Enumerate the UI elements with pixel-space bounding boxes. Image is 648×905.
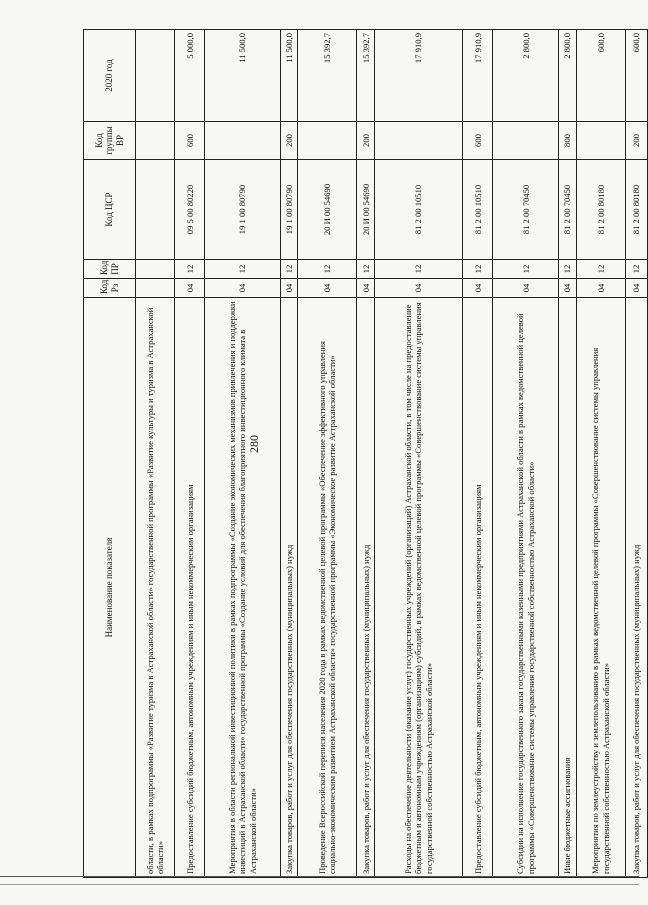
- table-row: [625, 30, 647, 878]
- cell-pr: 12: [298, 260, 357, 279]
- table-row: [298, 30, 357, 878]
- cell-name: Иные бюджетные ассигнования: [559, 298, 576, 878]
- cell-amount: 17 910,9: [374, 30, 463, 122]
- cell-amount: 2 800,0: [492, 30, 558, 122]
- cell-rz: 04: [559, 279, 576, 298]
- table-row: [492, 30, 558, 878]
- cell-pr: 12: [204, 260, 280, 279]
- cell-csr: 20 И 00 54690: [298, 160, 357, 260]
- cell-rz: [136, 279, 175, 298]
- table-row: [281, 30, 298, 878]
- cell-csr: 19 1 00 80790: [204, 160, 280, 260]
- table-row: [136, 30, 175, 878]
- cell-pr: 12: [374, 260, 463, 279]
- rotated-table-area: [83, 30, 648, 878]
- cell-name: Мероприятия в области региональной инвестиционной политики в рамках подпрограммы «Создание экономических механизмов привлечения и поддержки инвестиций в Астраханской области» государственной программы «Создание условий для обеспечения благоприятного инвестиционного климата в Астраханской области»: [204, 298, 280, 878]
- cell-vr: [136, 122, 175, 160]
- cell-csr: 20 И 00 54690: [357, 160, 374, 260]
- cell-rz: 04: [576, 279, 625, 298]
- cell-amount: 5 000,0: [175, 30, 205, 122]
- cell-vr: 200: [625, 122, 647, 160]
- cell-csr: 81 2 00 10510: [463, 160, 493, 260]
- cell-name: Проведение Всероссийской переписи населения 2020 года в рамках ведомственной целевой программы «Обеспечение эффективного управления социально-экономическим развитием Астраханской области» государственной программы «Экономическое развитие Астраханской области»: [298, 298, 357, 878]
- cell-amount: 11 500,0: [281, 30, 298, 122]
- cell-name: Закупка товаров, работ и услуг для обеспечения государственных (муниципальных) нужд: [625, 298, 647, 878]
- cell-name: Предоставление субсидий бюджетным, автономным учреждениям и иным некоммерческим организациям: [175, 298, 205, 878]
- cell-amount: 600,0: [625, 30, 647, 122]
- table-header-row: [84, 30, 136, 878]
- cell-csr: 19 1 00 80790: [281, 160, 298, 260]
- cell-rz: 04: [625, 279, 647, 298]
- cell-amount: 15 392,7: [357, 30, 374, 122]
- table-row: [374, 30, 463, 878]
- cell-vr: 800: [559, 122, 576, 160]
- header-name: Наименование показателя: [84, 298, 136, 878]
- cell-csr: 81 2 00 80180: [625, 160, 647, 260]
- cell-rz: 04: [463, 279, 493, 298]
- cell-amount: 2 800,0: [559, 30, 576, 122]
- cell-csr: 81 2 00 70450: [559, 160, 576, 260]
- cell-vr: 200: [281, 122, 298, 160]
- page-number: 280: [247, 435, 261, 453]
- header-csr: Код ЦСР: [84, 160, 136, 260]
- budget-table: [83, 29, 648, 878]
- cell-pr: 12: [281, 260, 298, 279]
- table-body: [136, 30, 648, 878]
- cell-rz: 04: [281, 279, 298, 298]
- cell-amount: 11 500,0: [204, 30, 280, 122]
- cell-vr: 600: [175, 122, 205, 160]
- cell-csr: 81 2 00 70450: [492, 160, 558, 260]
- cell-rz: 04: [492, 279, 558, 298]
- cell-pr: 12: [576, 260, 625, 279]
- cell-rz: 04: [298, 279, 357, 298]
- cell-rz: 04: [357, 279, 374, 298]
- table-row: [463, 30, 493, 878]
- table-row: [357, 30, 374, 878]
- cell-pr: [136, 260, 175, 279]
- cell-vr: [374, 122, 463, 160]
- cell-name: Субсидии на исполнение государственного заказа государственными казенными предприятиями Астраханской области в рамках ведомственной целевой программы «Совершенствование системы управления государственной собственностью Астраханской области»: [492, 298, 558, 878]
- cell-csr: 09 5 00 80220: [175, 160, 205, 260]
- cell-pr: 12: [559, 260, 576, 279]
- cell-pr: 12: [463, 260, 493, 279]
- cell-name: Закупка товаров, работ и услуг для обеспечения государственных (муниципальных) нужд: [281, 298, 298, 878]
- cell-amount: 600,0: [576, 30, 625, 122]
- cell-pr: 12: [492, 260, 558, 279]
- cell-amount: [136, 30, 175, 122]
- table-row: [576, 30, 625, 878]
- cell-vr: [298, 122, 357, 160]
- cell-vr: 200: [357, 122, 374, 160]
- cell-csr: [136, 160, 175, 260]
- header-pr: Код ПР: [84, 260, 136, 279]
- cell-amount: 15 392,7: [298, 30, 357, 122]
- cell-vr: [492, 122, 558, 160]
- cell-rz: 04: [175, 279, 205, 298]
- scan-edge-line: [0, 876, 639, 877]
- cell-vr: [204, 122, 280, 160]
- cell-csr: 81 2 00 80180: [576, 160, 625, 260]
- cell-csr: 81 2 00 10510: [374, 160, 463, 260]
- cell-pr: 12: [625, 260, 647, 279]
- table-wrapper: [83, 30, 648, 878]
- table-row: [204, 30, 280, 878]
- table-row: [175, 30, 205, 878]
- cell-pr: 12: [357, 260, 374, 279]
- cell-vr: [576, 122, 625, 160]
- cell-name: Мероприятия по землеустройству и землепользованию в рамках ведомственной целевой программы «Совершенствование системы управления государственной собственностью Астраханской области»: [576, 298, 625, 878]
- cell-rz: 04: [204, 279, 280, 298]
- header-year: 2020 год: [84, 30, 136, 122]
- cell-name: Расходы на обеспечение деятельности (оказание услуг) государственных учреждений (организаций) Астраханской области, в том числе на предоставление бюджетным и автономным учреждениям (организациям) субсидий, в рамках ведомственной целевой программы «Совершенствование системы управления государственной собственностью Астраханской области»: [374, 298, 463, 878]
- cell-amount: 17 910,9: [463, 30, 493, 122]
- scan-edge-line-2: [0, 884, 639, 885]
- table-row: [559, 30, 576, 878]
- cell-name: области, в рамках подпрограммы «Развитие туризма в Астраханской области» государственной программы «Развитие культуры и туризма в Астраханской области»: [136, 298, 175, 878]
- cell-vr: 600: [463, 122, 493, 160]
- cell-name: Закупка товаров, работ и услуг для обеспечения государственных (муниципальных) нужд: [357, 298, 374, 878]
- cell-pr: 12: [175, 260, 205, 279]
- header-vr: Код группы ВР: [84, 122, 136, 160]
- cell-name: Предоставление субсидий бюджетным, автономным учреждениям и иным некоммерческим организациям: [463, 298, 493, 878]
- cell-rz: 04: [374, 279, 463, 298]
- header-rz: Код Рз: [84, 279, 136, 298]
